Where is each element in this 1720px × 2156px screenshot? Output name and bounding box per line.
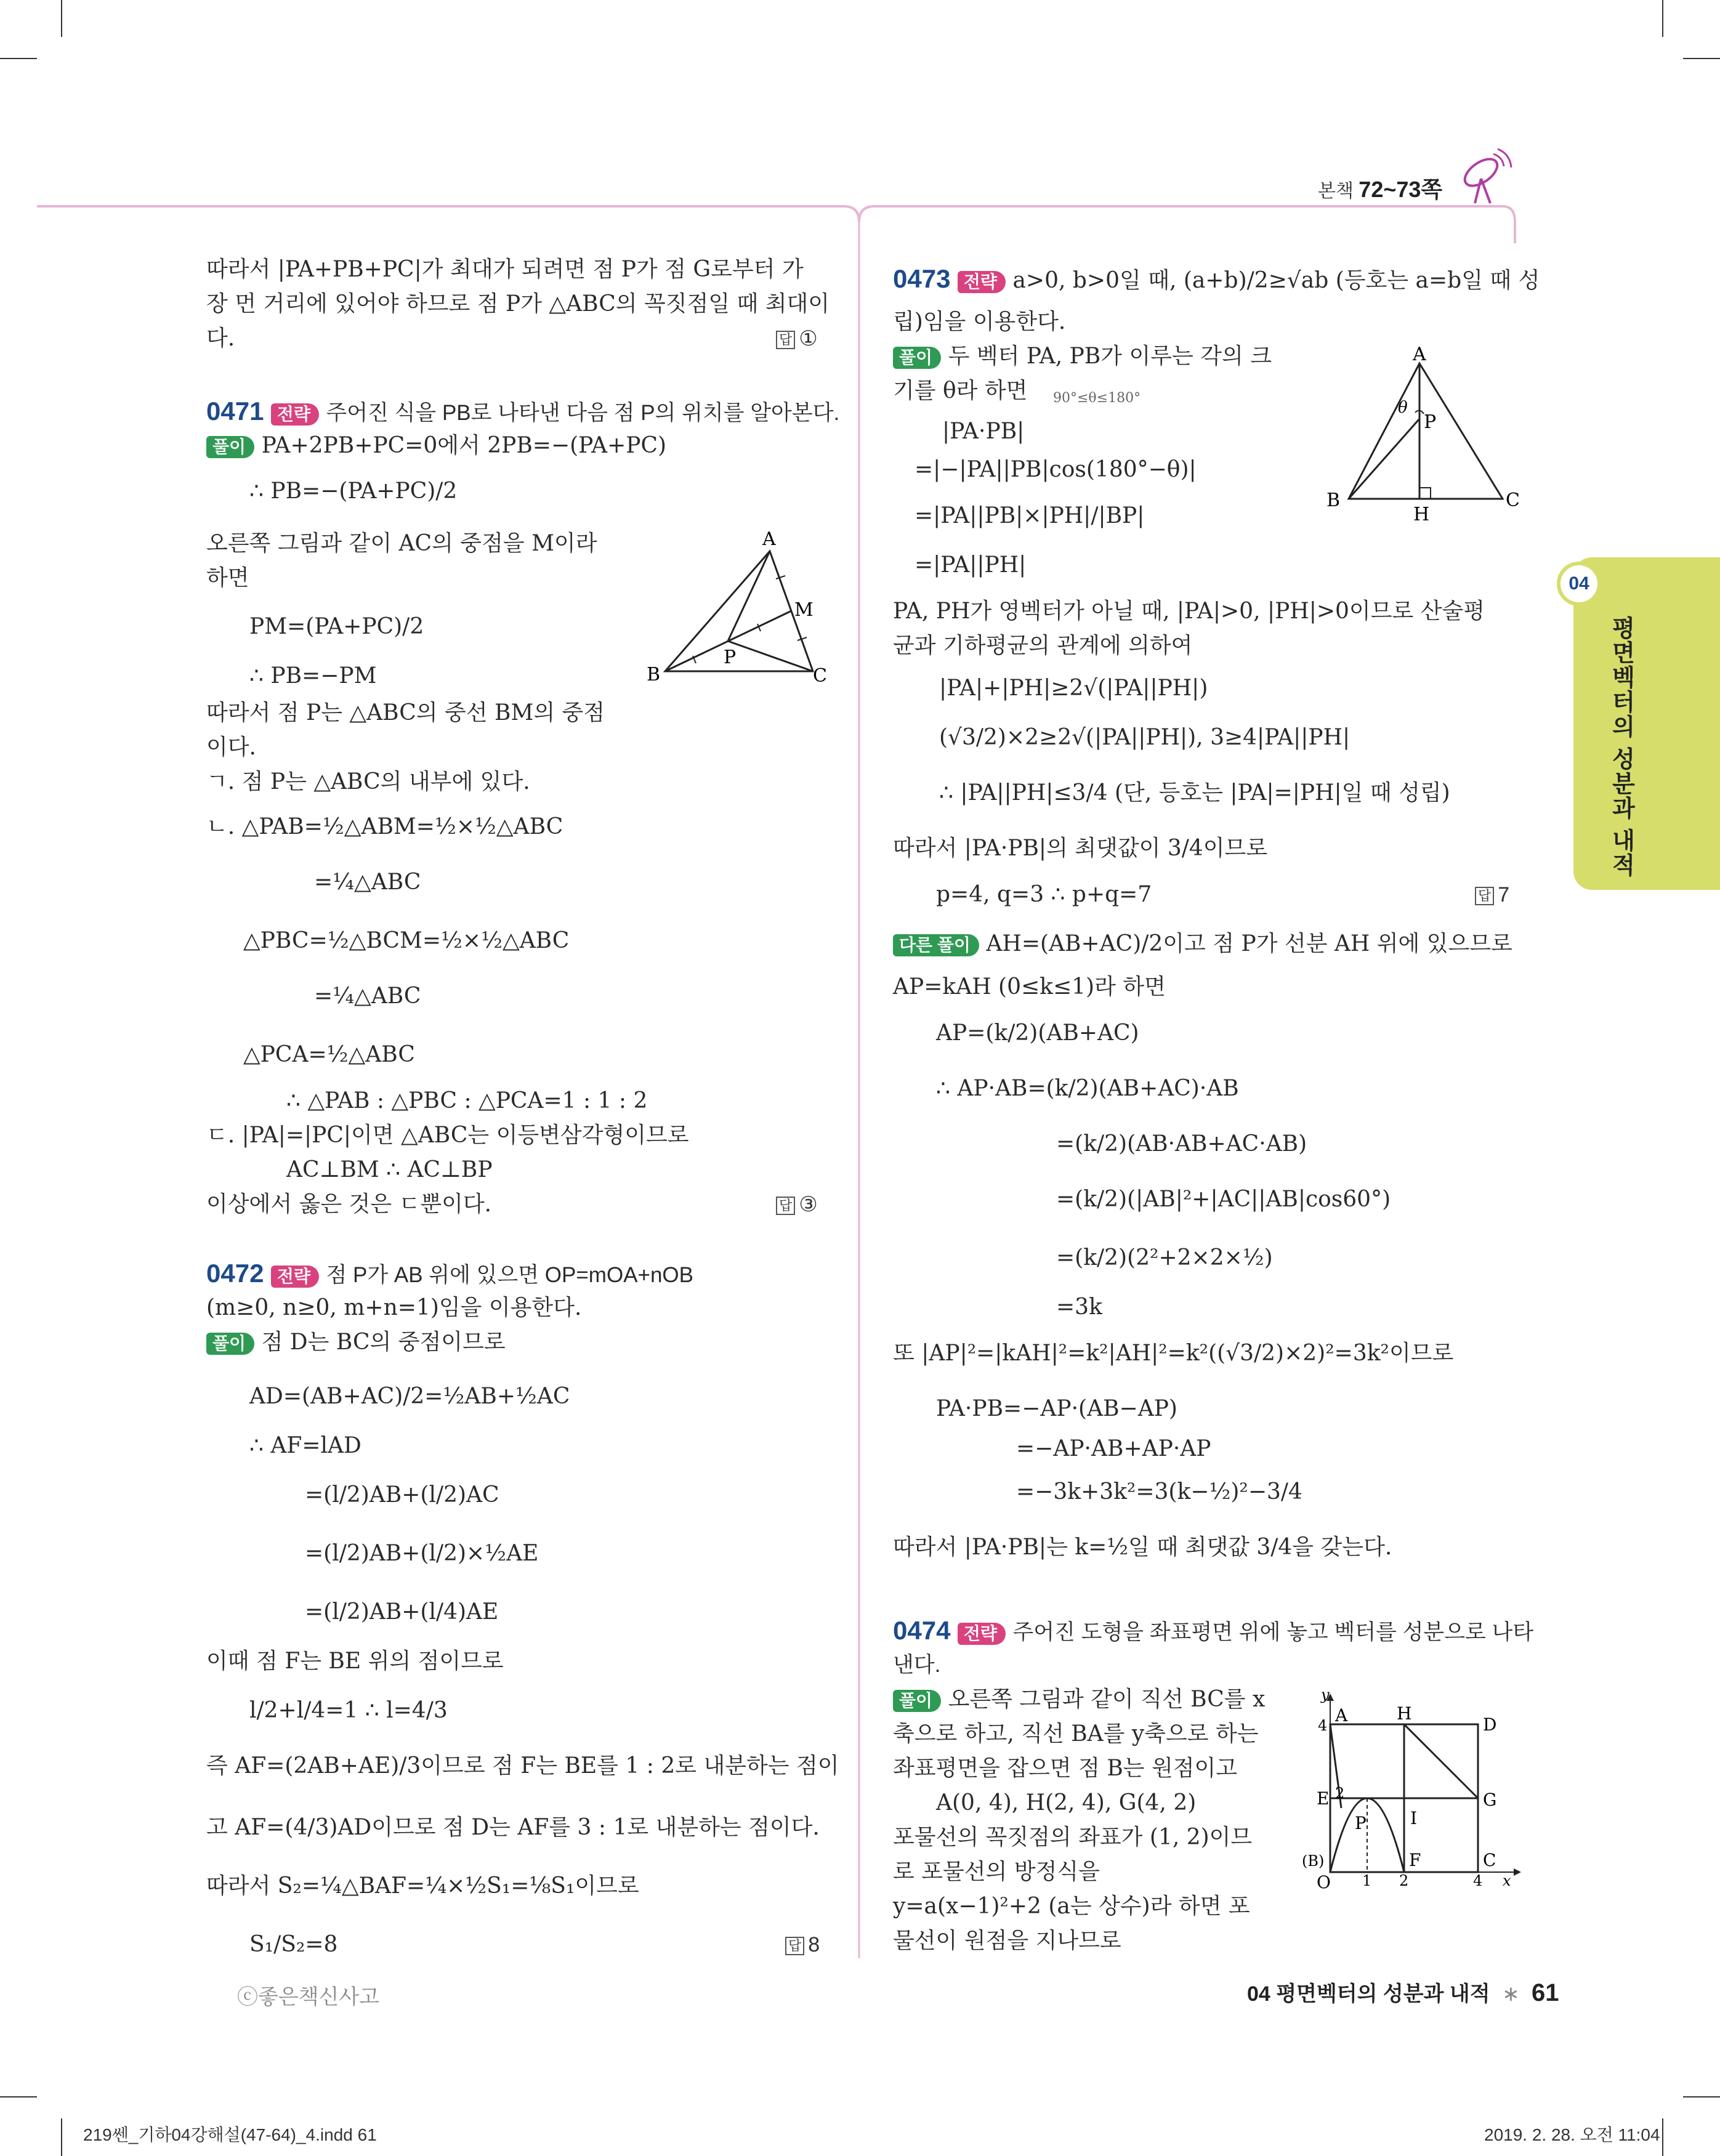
- math-line: =−3k+3k²=3(k−½)²−3/4: [1016, 1479, 1302, 1504]
- text-line: ㄷ. |PA|=|PC|이면 △ABC는 이등변삼각형이므로: [206, 1123, 689, 1148]
- math-line: =¼△ABC: [314, 870, 421, 895]
- problem-header: [893, 1613, 1533, 1650]
- math-line: ∴ AP·AB=(k/2)(AB+AC)·AB: [936, 1076, 1239, 1101]
- math-line: =(k/2)(AB·AB+AC·AB): [1056, 1131, 1307, 1157]
- text-line: 따라서 S₂=¼△BAF=¼×½S₁=⅛S₁이므로: [206, 1873, 639, 1899]
- text-line: A(0, 4), H(2, 4), G(4, 2): [936, 1790, 1197, 1815]
- fig-label-4b: 4: [1473, 1872, 1483, 1889]
- fig-label-C: C: [1483, 1850, 1496, 1870]
- solution-text: 두 벡터 PA, PB가 이루는 각의 크: [948, 344, 1272, 369]
- fig-label-F: F: [1409, 1850, 1421, 1870]
- solution-line: [206, 1325, 506, 1360]
- fig-label-E: E: [1317, 1788, 1330, 1809]
- fig-label-C: C: [813, 665, 827, 687]
- text-line: 물선이 원점을 지나므로: [893, 1928, 1121, 1953]
- math-line: △PBC=½△BCM=½×½△ABC: [243, 928, 570, 953]
- math-line: ∴ △PAB : △PBC : △PCA=1 : 1 : 2: [286, 1088, 648, 1113]
- strategy-tag: 전략: [958, 271, 1006, 293]
- text-line: 로 포물선의 방정식을: [893, 1859, 1100, 1884]
- problem-number: 0471: [206, 397, 264, 426]
- math-line: =−AP·AB+AP·AP: [1016, 1436, 1211, 1461]
- solution-line: [206, 429, 666, 463]
- fig-label-y: y: [1321, 1687, 1330, 1703]
- triangle-altitude-figure: [1318, 345, 1521, 523]
- strategy-tag: 전략: [958, 1623, 1006, 1645]
- range-note: 90°≤θ≤180°: [1053, 390, 1141, 406]
- strategy-tag: 전략: [271, 1266, 319, 1288]
- math-line: PA·PB=−AP·(AB−AP): [936, 1396, 1177, 1421]
- solution-tag: 풀이: [893, 1690, 941, 1712]
- print-slug-file: 219쎈_기하04강해설(47-64)_4.indd 61: [83, 2125, 377, 2144]
- strategy-text: 주어진 식을 PB로 나타낸 다음 점 P의 위치를 알아본다.: [326, 401, 840, 425]
- fig-label-A: A: [1413, 345, 1426, 365]
- problem-header: [206, 394, 839, 430]
- fig-label-M: M: [794, 599, 814, 621]
- alt-text: AH=(AB+AC)/2이고 점 P가 선분 AH 위에 있으므로: [986, 931, 1512, 956]
- math-line: ∴ AF=lAD: [249, 1433, 361, 1458]
- problem-number: 0472: [206, 1259, 264, 1288]
- text-line: 좌표평면을 잡으면 점 B는 원점이고: [893, 1756, 1238, 1781]
- math-line: =(k/2)(|AB|²+|AC||AB|cos60°): [1056, 1187, 1391, 1212]
- math-line: =|PA||PB|×|PH|/|BP|: [915, 503, 1145, 528]
- text-line: 고 AF=(4/3)AD이므로 점 D는 AF를 3 : 1로 내분하는 점이다.: [206, 1815, 820, 1840]
- math-line: AD=(AB+AC)/2=½AB+½AC: [249, 1384, 570, 1409]
- strategy-text-2: 낸다.: [893, 1653, 941, 1677]
- answer-box: 답 ①: [776, 321, 818, 356]
- math-line: =(l/2)AB+(l/4)AE: [305, 1599, 499, 1625]
- text-line: 오른쪽 그림과 같이 AC의 중점을 M이라: [206, 531, 597, 556]
- solution-tag: 풀이: [206, 1333, 254, 1355]
- strategy-text-2: (m≥0, n≥0, m+n=1)임을 이용한다.: [206, 1295, 582, 1320]
- problem-header: [893, 262, 1540, 298]
- math-line: AP=(k/2)(AB+AC): [936, 1020, 1139, 1046]
- solution-line: [893, 339, 1272, 374]
- math-line: (√3/2)×2≥2√(|PA||PH|), 3≥4|PA||PH|: [939, 725, 1351, 750]
- fig-label-1: 1: [1362, 1872, 1372, 1889]
- chapter-side-tab: [1573, 557, 1720, 890]
- text-line: 즉 AF=(2AB+AE)/3이므로 점 F는 BE를 1 : 2로 내분하는 점이: [206, 1753, 839, 1778]
- fig-label-I: I: [1410, 1808, 1418, 1828]
- chapter-number-badge: 04: [1557, 562, 1601, 606]
- text-line: 균과 기하평균의 관계에 의하여: [893, 633, 1193, 658]
- solution-text: 오른쪽 그림과 같이 직선 BC를 x: [948, 1687, 1266, 1712]
- strategy-text: a>0, b>0일 때, (a+b)/2≥√ab (등호는 a=b일 때 성: [1012, 268, 1540, 293]
- math-line: |PA|+|PH|≥2√(|PA||PH|): [939, 676, 1208, 701]
- answer-box: 답 ③: [776, 1187, 818, 1222]
- intro-line: 장 먼 거리에 있어야 하므로 점 P가 △ABC의 꼭짓점일 때 최대이: [206, 291, 830, 317]
- math-line: AC⊥BM ∴ AC⊥BP: [286, 1157, 493, 1182]
- math-line: =(k/2)(2²+2×2×½): [1056, 1245, 1273, 1270]
- fig-label-P: P: [724, 647, 737, 668]
- print-slug-date: 2019. 2. 28. 오전 11:04: [1484, 2125, 1660, 2144]
- text-line: 기를 θ라 하면: [893, 378, 1028, 403]
- fig-label-x: x: [1503, 1872, 1511, 1889]
- alt-solution-line: [893, 927, 1512, 961]
- alt-solution-tag: 다른 풀이: [893, 934, 979, 956]
- fig-label-2b: 2: [1399, 1872, 1409, 1889]
- footer-chapter: 04 평면벡터의 성분과 내적: [1247, 1982, 1490, 2006]
- problem-number: 0473: [893, 264, 951, 293]
- fig-label-P: P: [1424, 411, 1437, 433]
- math-line: AP=kAH (0≤k≤1)라 하면: [893, 974, 1166, 999]
- math-line: △PCA=½△ABC: [243, 1042, 415, 1067]
- fig-label-4: 4: [1318, 1717, 1328, 1734]
- answer-value: ①: [799, 327, 818, 350]
- answer-value: 7: [1498, 883, 1510, 906]
- text-line: 축으로 하고, 직선 BA를 y축으로 하는: [893, 1721, 1259, 1746]
- left-column: [206, 252, 840, 1957]
- solution-tag: 풀이: [206, 436, 254, 458]
- footer-bullet: ∗: [1502, 1982, 1520, 2006]
- math-line: =(l/2)AB+(l/2)AC: [305, 1482, 499, 1508]
- math-line: =(l/2)AB+(l/2)×½AE: [305, 1541, 539, 1566]
- strategy-text: 점 P가 AB 위에 있으면 OP=mOA+nOB: [326, 1263, 693, 1287]
- math-line: =¼△ABC: [314, 983, 421, 1009]
- problem-number: 0474: [893, 1616, 951, 1645]
- text-line: 이상에서 옳은 것은 ㄷ뿐이다.: [206, 1192, 492, 1217]
- math-line: |PA·PB|: [942, 419, 1025, 444]
- text-line: 따라서 |PA·PB|는 k=½일 때 최댓값 3/4을 갖는다.: [893, 1535, 1392, 1560]
- copyright: ⓒ좋은책신사고: [237, 1985, 380, 2009]
- fig-label-B: B: [1326, 490, 1341, 511]
- text-line: 하면: [206, 565, 249, 591]
- strategy-text-2: 립)임을 이용한다.: [893, 309, 1066, 334]
- fig-label-A: A: [1335, 1705, 1348, 1726]
- page-number: 61: [1532, 1979, 1559, 2006]
- math-line: ㄴ. △PAB=½△ABM=½×½△ABC: [206, 814, 563, 839]
- math-line: ∴ PB=−PM: [249, 663, 377, 688]
- math-line: PM=(PA+PC)/2: [249, 614, 424, 639]
- fig-label-G: G: [1483, 1790, 1497, 1810]
- fig-label-H: H: [1413, 504, 1430, 523]
- fig-label-B: B: [647, 664, 661, 685]
- fig-label-theta: θ: [1398, 398, 1408, 417]
- fig-label-2: 2: [1335, 1785, 1345, 1802]
- math-line: =3k: [1056, 1294, 1102, 1320]
- text-line: y=a(x−1)²+2 (a는 상수)라 하면 포: [893, 1894, 1250, 1919]
- fig-label-A: A: [762, 528, 776, 550]
- footer-chapter-page: [1247, 1977, 1559, 2007]
- solution-tag: 풀이: [893, 347, 941, 369]
- ref-pages: 72~73쪽: [1359, 177, 1443, 202]
- satellite-icon: [1447, 142, 1515, 209]
- fig-label-H: H: [1397, 1703, 1412, 1724]
- solution-line: [893, 1682, 1265, 1717]
- math-line: S₁/S₂=8: [249, 1932, 338, 1957]
- math-line: =|PA||PH|: [915, 552, 1027, 578]
- strategy-text: 주어진 도형을 좌표평면 위에 놓고 벡터를 성분으로 나타: [1012, 1620, 1534, 1644]
- fig-label-P: P: [1355, 1813, 1367, 1833]
- fig-label-D: D: [1483, 1714, 1497, 1735]
- fig-label-C: C: [1506, 490, 1520, 511]
- answer-value: 8: [808, 1933, 820, 1956]
- text-line: 따라서 점 P는 △ABC의 중선 BM의 중점: [206, 700, 605, 725]
- text-line: PA, PH가 영벡터가 아닐 때, |PA|>0, |PH|>0이므로 산술평: [893, 599, 1485, 624]
- intro-line: 다.: [206, 326, 235, 351]
- math-line: l/2+l/4=1 ∴ l=4/3: [249, 1698, 448, 1723]
- math-line: =|−|PA||PB|cos(180°−θ)|: [915, 457, 1197, 482]
- text-line: 이때 점 F는 BE 위의 점이므로: [206, 1649, 504, 1674]
- text-line: 따라서 |PA·PB|의 최댓값이 3/4이므로: [893, 836, 1268, 861]
- math-line: p=4, q=3 ∴ p+q=7: [936, 882, 1152, 907]
- math-line: ∴ PB=−(PA+PC)/2: [249, 478, 458, 504]
- answer-box: 답 7: [1475, 878, 1509, 912]
- triangle-median-figure: [647, 527, 838, 690]
- math-line: 또 |AP|²=|kAH|²=k²|AH|²=k²((√3/2)×2)²=3k²이므로: [893, 1341, 1454, 1366]
- fig-label-O: O: [1317, 1872, 1331, 1891]
- ref-label: 본책: [1318, 181, 1359, 201]
- fig-label-B: (B): [1302, 1852, 1325, 1870]
- text-line: 포물선의 꼭짓점의 좌표가 (1, 2)이므: [893, 1825, 1253, 1850]
- solution-text: 점 D는 BC의 중점이므로: [261, 1330, 506, 1355]
- math-line: ∴ |PA||PH|≤3/4 (단, 등호는 |PA|=|PH|일 때 성립): [939, 780, 1450, 805]
- intro-line: 따라서 |PA+PB+PC|가 최대가 되려면 점 P가 점 G로부터 가: [206, 257, 804, 282]
- page-reference: [1318, 172, 1442, 204]
- coordinate-figure: [1299, 1687, 1527, 1891]
- answer-box: 답 8: [785, 1928, 820, 1962]
- problem-header: [206, 1256, 693, 1293]
- answer-value: ③: [799, 1193, 818, 1216]
- text-line: 이다.: [206, 735, 256, 760]
- text-line: ㄱ. 점 P는 △ABC의 내부에 있다.: [206, 769, 530, 794]
- strategy-tag: 전략: [271, 403, 319, 426]
- solution-text: PA+2PB+PC=0에서 2PB=−(PA+PC): [261, 433, 667, 458]
- chapter-side-title: 평면벡터의 성분과 내적: [1608, 616, 1634, 878]
